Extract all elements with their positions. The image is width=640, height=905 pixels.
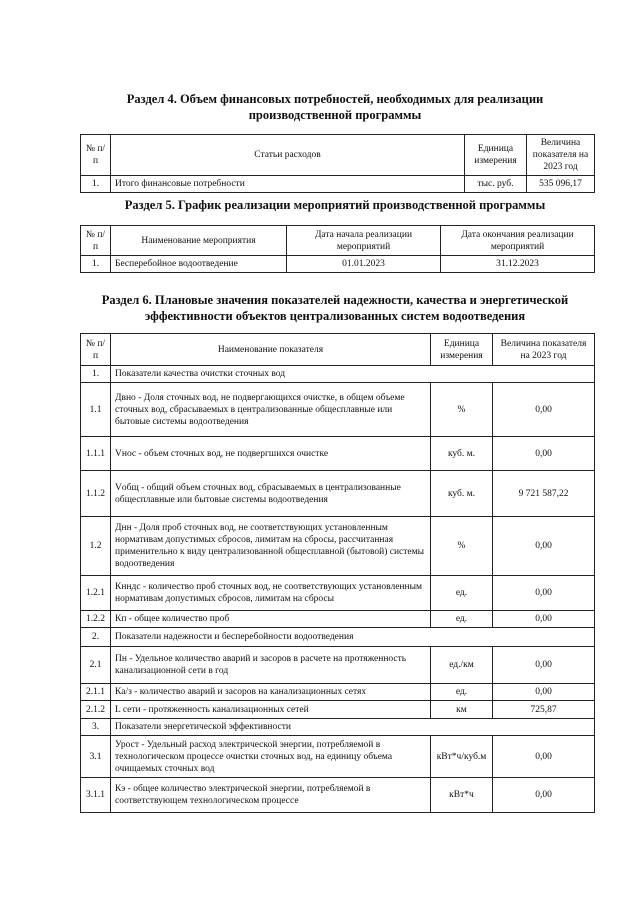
row-indicator: Урост - Удельный расход электрической энергии, потребляемой в технологическом процессе очистки сточных вод, на единицу объема очищаемых сточных вод xyxy=(111,736,431,778)
row-num: 3.1 xyxy=(81,736,111,778)
header-num: № п/п xyxy=(81,334,111,366)
row-unit: ед. xyxy=(431,684,493,701)
section6-table xyxy=(80,333,595,813)
row-num: 1. xyxy=(81,176,111,193)
row-num: 1.1.1 xyxy=(81,437,111,471)
row-unit: км xyxy=(431,701,493,719)
header-num: № п/п xyxy=(81,135,111,176)
row-num: 1.2 xyxy=(81,517,111,576)
row-value: 0,00 xyxy=(493,736,595,778)
row-unit: кВт*ч xyxy=(431,778,493,813)
row-indicator: Днн - Доля проб сточных вод, не соответствующих установленным нормативам допустимых сбросов, лимитам на сбросы, рассчитанная применительно к виду централизованной общесплавной (бытовой) системы водоотведения xyxy=(111,517,431,576)
header-unit: Единица измерения xyxy=(465,135,527,176)
header-value: Величина показателя на 2023 год xyxy=(527,135,595,176)
row-num: 2.1 xyxy=(81,647,111,684)
row-num: 1.2.2 xyxy=(81,611,111,628)
header-end-date: Дата окончания реализации мероприятий xyxy=(441,226,595,256)
row-num: 1.1.2 xyxy=(81,471,111,517)
row-unit: тыс. руб. xyxy=(465,176,527,193)
row-value: 0,00 xyxy=(493,437,595,471)
section4-table xyxy=(80,134,595,193)
group-title: Показатели надежности и бесперебойности водоотведения xyxy=(111,628,595,647)
row-activity: Бесперебойное водоотведение xyxy=(111,256,287,273)
header-indicator: Наименование показателя xyxy=(111,334,431,366)
row-value: 0,00 xyxy=(493,778,595,813)
row-indicator: Двно - Доля сточных вод, не подвергающихся очистке, в общем объеме сточных вод, сбрасываемых в централизованные общесплавные или бытовые системы водоотведения xyxy=(111,383,431,437)
row-num: 2.1.1 xyxy=(81,684,111,701)
row-unit: % xyxy=(431,517,493,576)
row-num: 1.1 xyxy=(81,383,111,437)
header-num: № п/п xyxy=(81,226,111,256)
row-value: 0,00 xyxy=(493,383,595,437)
row-indicator: Кп - общее количество проб xyxy=(111,611,431,628)
row-num: 1. xyxy=(81,256,111,273)
row-end-date: 31.12.2023 xyxy=(441,256,595,273)
row-num: 1.2.1 xyxy=(81,576,111,611)
row-indicator: Пн - Удельное количество аварий и засоров в расчете на протяженность канализационной сети в год xyxy=(111,647,431,684)
section5-table xyxy=(80,225,595,273)
row-value: 9 721 587,22 xyxy=(493,471,595,517)
row-num: 2.1.2 xyxy=(81,701,111,719)
group-num: 1. xyxy=(81,366,111,383)
row-unit: ед. xyxy=(431,576,493,611)
row-start-date: 01.01.2023 xyxy=(287,256,441,273)
row-value: 535 096,17 xyxy=(527,176,595,193)
section5-title: Раздел 5. График реализации мероприятий производственной программы xyxy=(124,198,546,212)
group-num: 3. xyxy=(81,719,111,736)
row-unit: куб. м. xyxy=(431,437,493,471)
row-indicator: L сети - протяженность канализационных сетей xyxy=(111,701,431,719)
header-start-date: Дата начала реализации мероприятий xyxy=(287,226,441,256)
row-value: 0,00 xyxy=(493,611,595,628)
row-indicator: Vнос - объем сточных вод, не подвергшихся очистке xyxy=(111,437,431,471)
header-item: Статьи расходов xyxy=(111,135,465,176)
row-name: Итого финансовые потребности xyxy=(111,176,465,193)
row-indicator: Кэ - общее количество электрической энергии, потребляемой в соответствующем технологическом процессе xyxy=(111,778,431,813)
group-title: Показатели качества очистки сточных вод xyxy=(111,366,595,383)
row-value: 725,87 xyxy=(493,701,595,719)
header-value: Величина показателя на 2023 год xyxy=(493,334,595,366)
row-indicator: Vобщ - общий объем сточных вод, сбрасываемых в централизованные общесплавные или бытовые системы водоотведения xyxy=(111,471,431,517)
group-title: Показатели энергетической эффективности xyxy=(111,719,595,736)
row-indicator: Кнндс - количество проб сточных вод, не соответствующих установленным нормативам допустимых сбросов, лимитам на сбросы xyxy=(111,576,431,611)
row-unit: кВт*ч/куб.м xyxy=(431,736,493,778)
row-value: 0,00 xyxy=(493,684,595,701)
row-value: 0,00 xyxy=(493,647,595,684)
row-unit: % xyxy=(431,383,493,437)
group-num: 2. xyxy=(81,628,111,647)
header-activity: Наименование мероприятия xyxy=(111,226,287,256)
row-value: 0,00 xyxy=(493,576,595,611)
row-indicator: Ка/з - количество аварий и засоров на канализационных сетях xyxy=(111,684,431,701)
header-unit: Единица измерения xyxy=(431,334,493,366)
row-unit: ед./км xyxy=(431,647,493,684)
section4-title: Раздел 4. Объем финансовых потребностей, необходимых для реализации производственной программы xyxy=(126,92,544,122)
row-unit: ед. xyxy=(431,611,493,628)
section6-title: Раздел 6. Плановые значения показателей надежности, качества и энергетической эффективности объектов централизованных систем водоотведения xyxy=(101,293,569,323)
row-unit: куб. м. xyxy=(431,471,493,517)
row-num: 3.1.1 xyxy=(81,778,111,813)
row-value: 0,00 xyxy=(493,517,595,576)
